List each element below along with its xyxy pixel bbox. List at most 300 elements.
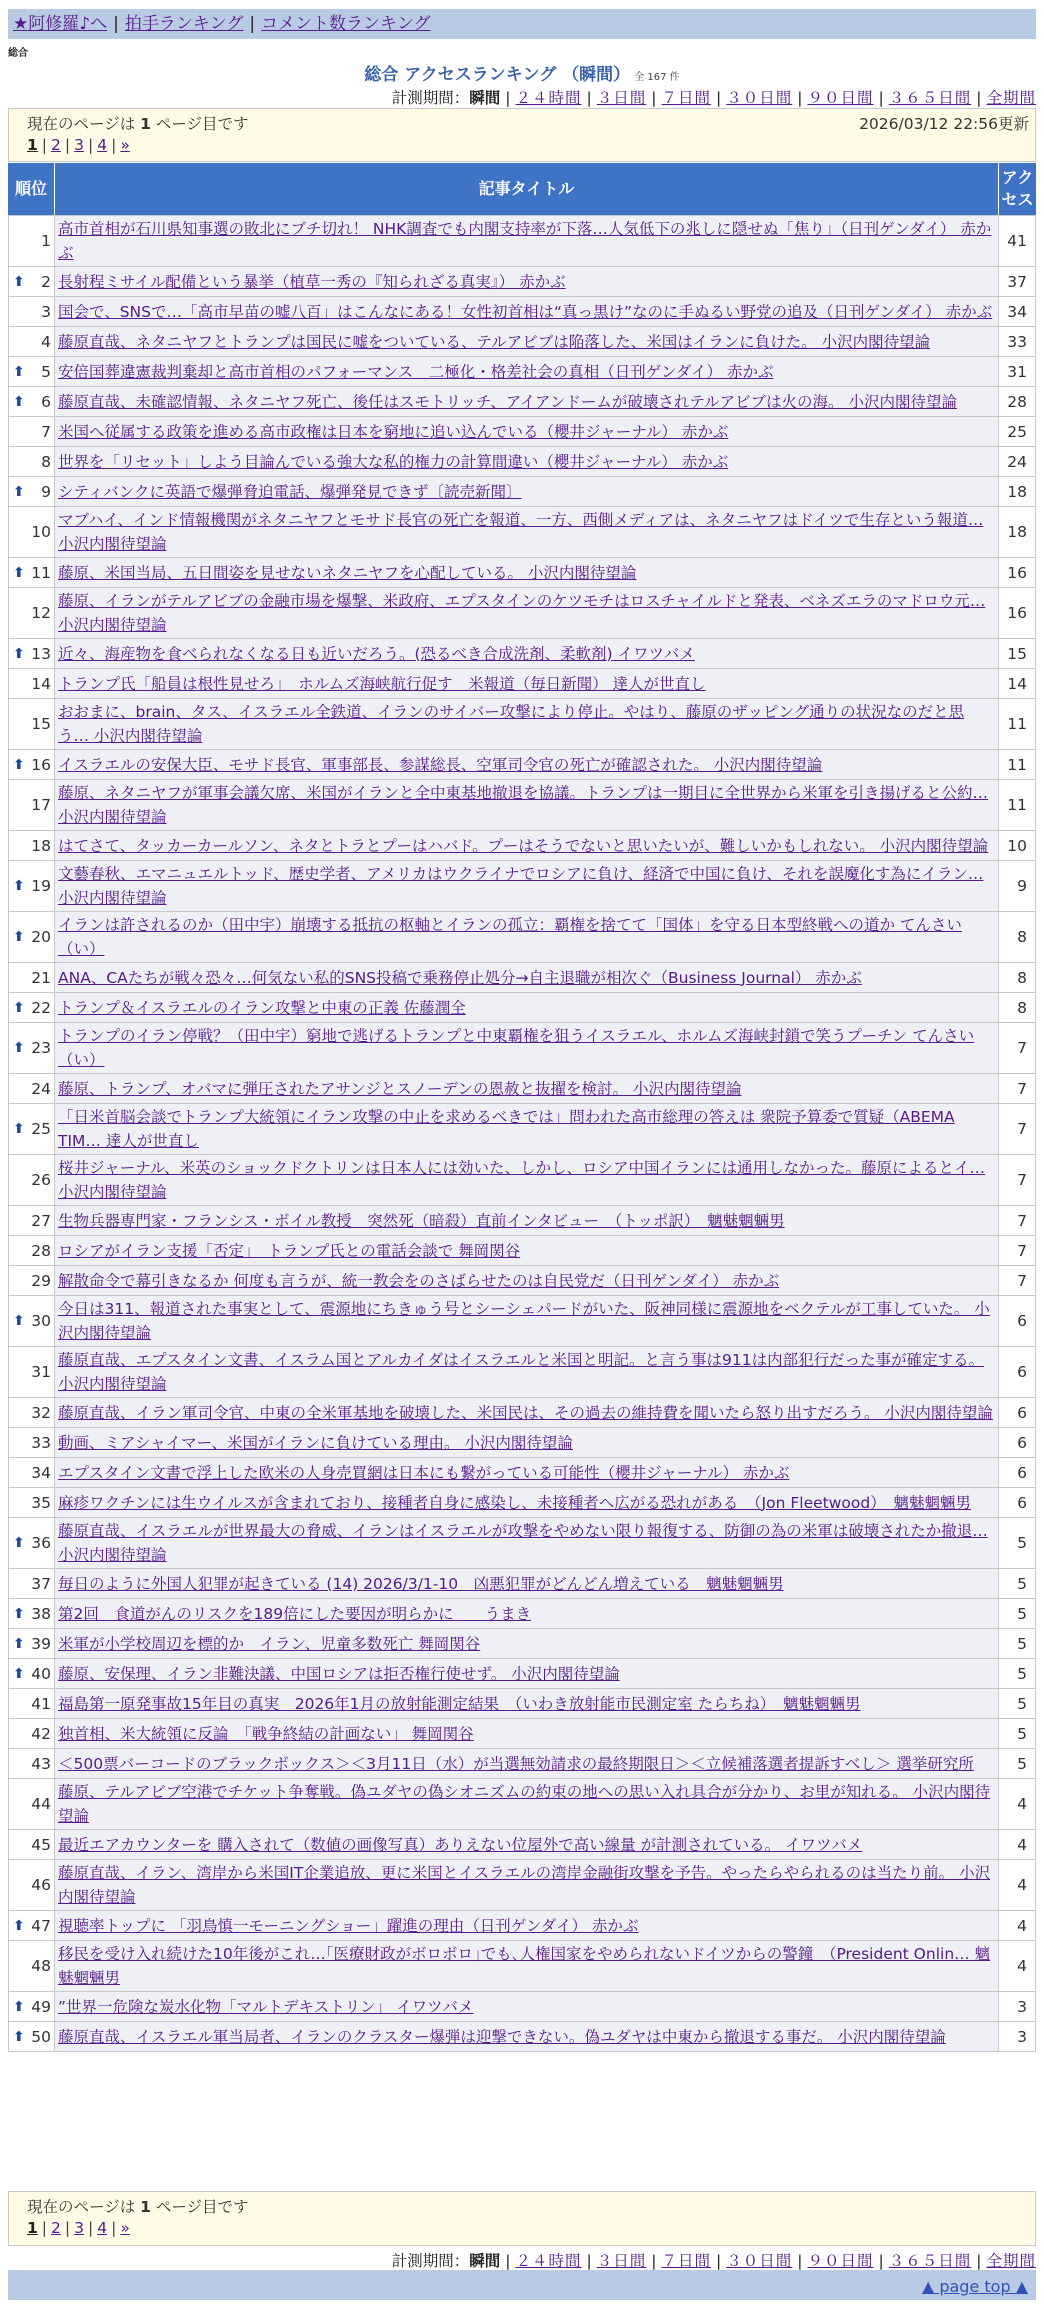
article-title-link[interactable]: 福島第一原発事故15年目の真実 2026年1月の放射能測定結果 （いわき放射能市民測定室 たらちね） 魑魅魍魎男 xyxy=(58,1694,861,1713)
table-row xyxy=(8,1457,1036,1487)
access-count: 6 xyxy=(998,1397,1036,1427)
page-top-link[interactable]: ▲ page top ▲ xyxy=(921,2277,1028,2296)
title-cell xyxy=(54,386,998,416)
period-separator: | xyxy=(586,2252,592,2270)
rank-cell xyxy=(8,962,54,992)
article-title-link[interactable]: トランプのイラン停戦？（田中宇）窮地で逃げるトランプと中東覇権を狙うイスラエル、ホルムズ海峡封鎖で笑うプーチン てんさい（い） xyxy=(58,1027,975,1069)
article-title-link[interactable]: 国会で、SNSで…「高市早苗の嘘八百」はこんなにある！女性初首相は“真っ黒け”なのに手ぬるい野党の追及（日刊ゲンダイ） 赤かぶ xyxy=(58,302,993,321)
table-row xyxy=(8,830,1036,860)
rank-cell xyxy=(8,1688,54,1718)
article-title-link[interactable]: 藤原直哉、未確認情報、ネタニヤフ死亡、後任はスモトリッチ、アイアンドームが破壊されテルアビブは火の海。 小沢内閣待望論 xyxy=(58,392,957,411)
rank-cell xyxy=(8,1103,54,1154)
table-row xyxy=(8,1859,1036,1910)
title-cell xyxy=(54,506,998,557)
article-title-link[interactable]: 最近エアカウンターを 購入されて（数値の画像写真）ありえない位屋外で高い線量 が計測されている。 イワツバメ xyxy=(58,1835,863,1854)
rank-cell xyxy=(8,1205,54,1235)
nav-link-comment-ranking[interactable]: コメント数ランキング xyxy=(261,14,431,34)
article-title-link[interactable]: 「日米首脳会談でトランプ大統領にイラン攻撃の中止を求めるべきでは」問われた高市総理の答えは 衆院予算委で質疑（ABEMA TIM… 達人が世直し xyxy=(58,1108,955,1150)
article-title-link[interactable]: ”世界一危険な炭水化物「マルトデキストリン」 イワツバメ xyxy=(58,1997,474,2016)
pager-link[interactable]: 2 xyxy=(51,136,61,154)
rank-cell xyxy=(8,1940,54,1991)
table-row xyxy=(8,1265,1036,1295)
article-title-link[interactable]: 藤原直哉、イラン、湾岸から米国IT企業追放、更に米国とイスラエルの湾岸金融街攻撃を予告。やったらやられるのは当たり前。 小沢内閣待望論 xyxy=(58,1864,991,1906)
table-row xyxy=(8,638,1036,668)
table-row xyxy=(8,1658,1036,1688)
period-separator: | xyxy=(797,89,803,107)
article-title-link[interactable]: 藤原、米国当局、五日間姿を見せないネタニヤフを心配している。 小沢内閣待望論 xyxy=(58,563,637,582)
title-cell xyxy=(54,446,998,476)
pager-separator: | xyxy=(88,2219,94,2237)
rank-number: 27 xyxy=(31,1211,51,1230)
title-cell xyxy=(54,1910,998,1940)
table-row xyxy=(8,1427,1036,1457)
access-count: 5 xyxy=(998,1568,1036,1598)
period-separator: | xyxy=(586,89,592,107)
access-count: 41 xyxy=(998,215,1036,266)
table-row xyxy=(8,911,1036,962)
period-link[interactable]: ９０日間 xyxy=(807,2252,874,2270)
page-info: 現在のページは 1 ページ目です xyxy=(27,115,249,133)
title-cell xyxy=(54,1748,998,1778)
article-title-link[interactable]: 藤原直哉、イラン軍司令官、中東の全米軍基地を破壊した、米国民は、その過去の維持費を聞いたら怒り出すだろう。 小沢内閣待望論 xyxy=(58,1403,993,1422)
article-title-link[interactable]: 藤原直哉、イスラエル軍当局者、イランのクラスター爆弾は迎撃できない。偽ユダヤは中東から撤退する事だ。 小沢内閣待望論 xyxy=(58,2027,946,2046)
title-cell xyxy=(54,1991,998,2021)
header-access: アクセス xyxy=(998,163,1036,215)
rank-number: 18 xyxy=(31,836,51,855)
rank-number: 22 xyxy=(31,998,51,1017)
table-row xyxy=(8,296,1036,326)
pager-link[interactable]: 4 xyxy=(97,136,108,154)
title-cell xyxy=(54,1829,998,1859)
article-title-link[interactable]: 今日は311、報道された事実として、震源地にちきゅう号とシーシェパードがいた、阪神同様に震源地をベクテルが工事していた。 小沢内閣待望論 xyxy=(58,1300,990,1342)
period-separator: | xyxy=(651,2252,657,2270)
access-count: 11 xyxy=(998,698,1036,749)
access-count: 6 xyxy=(998,1346,1036,1397)
title-cell xyxy=(54,860,998,911)
rank-up-arrow-icon: ⬆ xyxy=(13,929,25,945)
table-row xyxy=(8,749,1036,779)
title-cell xyxy=(54,1295,998,1346)
article-title-link[interactable]: 藤原直哉、イスラエルが世界最大の脅威、イランはイスラエルが攻撃をやめない限り報復する、防御の為の米軍は破壊されたか撤退… 小沢内閣待望論 xyxy=(58,1522,988,1564)
table-row xyxy=(8,1778,1036,1829)
access-count: 15 xyxy=(998,638,1036,668)
article-title-link[interactable]: 動画、ミアシャイマー、米国がイランに負けている理由。 小沢内閣待望論 xyxy=(58,1433,573,1452)
article-title-link[interactable]: はてさて、タッカーカールソン、ネタとトラとプーはハバド。プーはそうでないと思いたいが、難しいかもしれない。 小沢内閣待望論 xyxy=(58,836,989,855)
rank-number: 42 xyxy=(31,1724,51,1743)
access-count: 5 xyxy=(998,1598,1036,1628)
pager-link[interactable]: » xyxy=(120,136,130,154)
access-count: 24 xyxy=(998,446,1036,476)
article-title-link[interactable]: エプスタイン文書で浮上した欧米の人身売買網は日本にも繋がっている可能性（櫻井ジャーナル） 赤かぶ xyxy=(58,1463,790,1482)
rank-number: 43 xyxy=(31,1754,51,1773)
table-row xyxy=(8,587,1036,638)
access-count: 7 xyxy=(998,1235,1036,1265)
title-cell xyxy=(54,1427,998,1457)
article-title-link[interactable]: 藤原、テルアビブ空港でチケット争奪戦。偽ユダヤの偽シオニズムの約束の地への思い入れ具合が分かり、お里が知れる。 小沢内閣待望論 xyxy=(58,1783,991,1825)
article-title-link[interactable]: ＜500票バーコードのブラックボックス＞＜3月11日（水）が当選無効請求の最終期限日＞＜立候補落選者提訴すべし＞ 選挙研究所 xyxy=(58,1754,974,1773)
period-link[interactable]: ３０日間 xyxy=(726,89,793,107)
title-cell xyxy=(54,1718,998,1748)
rank-number: 37 xyxy=(31,1574,51,1593)
rank-cell xyxy=(8,476,54,506)
title-cell xyxy=(54,587,998,638)
rank-cell xyxy=(8,1022,54,1073)
article-title-link[interactable]: 独首相、米大統領に反論 「戦争終結の計画ない」 舞岡関谷 xyxy=(58,1724,474,1743)
period-separator: | xyxy=(878,2252,884,2270)
rank-number: 26 xyxy=(31,1171,51,1189)
title-cell xyxy=(54,1940,998,1991)
rank-up-arrow-icon: ⬆ xyxy=(13,1313,25,1329)
article-title-link[interactable]: 藤原直哉、エプスタイン文書、イスラム国とアルカイダはイスラエルと米国と明記。と言う事は911は内部犯行だった事が確定する。 小沢内閣待望論 xyxy=(58,1351,985,1393)
ranking-table-header xyxy=(8,163,1036,215)
title-cell xyxy=(54,1346,998,1397)
ranking-title xyxy=(0,60,1044,85)
rank-cell xyxy=(8,1073,54,1103)
rank-number: 33 xyxy=(31,1433,51,1452)
period-separator: | xyxy=(976,2252,982,2270)
updated-timestamp: 2026/03/12 22:56更新 xyxy=(859,115,1029,133)
article-title-link[interactable]: ロシアがイラン支援「否定」 トランプ氏との電話会談で 舞岡関谷 xyxy=(58,1241,521,1260)
title-cell xyxy=(54,749,998,779)
pager-link[interactable]: 4 xyxy=(97,2219,108,2237)
article-title-link[interactable]: 米軍が小学校周辺を標的か イラン、児童多数死亡 舞岡関谷 xyxy=(58,1634,481,1653)
article-title-link[interactable]: トランプ＆イスラエルのイラン攻撃と中東の正義 佐藤潤全 xyxy=(58,998,466,1017)
rank-number: 13 xyxy=(31,644,51,663)
period-link[interactable]: ７日間 xyxy=(661,89,711,107)
pager-link[interactable]: 3 xyxy=(74,136,85,154)
article-title-link[interactable]: トランプ氏「船員は根性見せろ」 ホルムズ海峡航行促す 米報道（毎日新聞） 達人が世直し xyxy=(58,674,706,693)
rank-number: 17 xyxy=(31,796,51,814)
period-link[interactable]: ９０日間 xyxy=(807,89,874,107)
rank-cell xyxy=(8,557,54,587)
title-cell xyxy=(54,779,998,830)
header-title: 記事タイトル xyxy=(54,163,998,215)
rank-number: 12 xyxy=(31,604,51,622)
footer-bar xyxy=(8,2270,1036,2300)
rank-up-arrow-icon: ⬆ xyxy=(13,2028,25,2045)
table-row xyxy=(8,1718,1036,1748)
rank-cell xyxy=(8,386,54,416)
title-cell xyxy=(54,668,998,698)
pager-link[interactable]: 3 xyxy=(74,2219,85,2237)
rank-number: 41 xyxy=(31,1694,51,1713)
rank-number: 16 xyxy=(31,755,51,774)
period-separator: | xyxy=(976,89,982,107)
title-cell xyxy=(54,476,998,506)
access-count: 18 xyxy=(998,506,1036,557)
article-title-link[interactable]: マブハイ、インド情報機関がネタニヤフとモサド長官の死亡を報道、一方、西側メディアは、ネタニヤフはドイツで生存という報道… 小沢内閣待望論 xyxy=(58,511,984,553)
rank-number: 1 xyxy=(41,232,51,250)
period-selector-bottom xyxy=(392,2249,1036,2271)
pager-separator: | xyxy=(64,136,71,154)
title-cell xyxy=(54,1568,998,1598)
ranking-title-text: 総合 アクセスランキング （瞬間） xyxy=(364,65,631,85)
table-row xyxy=(8,698,1036,749)
access-count: 8 xyxy=(998,992,1036,1022)
rank-cell xyxy=(8,749,54,779)
nav-link-asyura[interactable]: ★阿修羅♪へ xyxy=(13,14,108,34)
rank-cell xyxy=(8,1829,54,1859)
rank-number: 34 xyxy=(31,1463,51,1482)
category-label: 総合 xyxy=(8,48,28,59)
title-cell xyxy=(54,1859,998,1910)
table-row xyxy=(8,356,1036,386)
rank-up-arrow-icon: ⬆ xyxy=(13,1605,25,1622)
article-title-link[interactable]: 毎日のように外国人犯罪が起きている (14) 2026/3/1-10 凶悪犯罪がどんどん増えている 魑魅魍魎男 xyxy=(58,1574,784,1593)
table-row xyxy=(8,446,1036,476)
table-row xyxy=(8,215,1036,266)
nav-separator: | xyxy=(249,14,256,34)
access-count: 5 xyxy=(998,1688,1036,1718)
rank-up-arrow-icon: ⬆ xyxy=(13,1535,25,1551)
title-cell xyxy=(54,962,998,992)
title-cell xyxy=(54,1022,998,1073)
rank-cell xyxy=(8,356,54,386)
article-title-link[interactable]: 高市首相が石川県知事選の敗北にブチ切れ！ NHK調査でも内閣支持率が下落…人気低下の兆しに隠せぬ「焦り」（日刊ゲンダイ） 赤かぶ xyxy=(58,220,992,262)
rank-up-arrow-icon: ⬆ xyxy=(13,1917,25,1934)
title-cell xyxy=(54,1154,998,1205)
title-cell xyxy=(54,1073,998,1103)
rank-cell xyxy=(8,830,54,860)
access-count: 28 xyxy=(998,386,1036,416)
article-title-link[interactable]: 世界を「リセット」しよう目論んでいる強大な私的権力の計算間違い（櫻井ジャーナル） 赤かぶ xyxy=(58,452,729,471)
rank-cell xyxy=(8,992,54,1022)
rank-number: 6 xyxy=(41,392,51,411)
title-cell xyxy=(54,830,998,860)
article-title-link[interactable]: イランは許されるのか（田中宇）崩壊する抵抗の枢軸とイランの孤立：覇権を捨てて「国体」を守る日本型終戦への道か てんさい（い） xyxy=(58,916,962,958)
access-count: 11 xyxy=(998,779,1036,830)
table-row xyxy=(8,860,1036,911)
table-row xyxy=(8,992,1036,1022)
access-count: 3 xyxy=(998,1991,1036,2021)
article-title-link[interactable]: おおまに、brain、タス、イスラエル全鉄道、イランのサイバー攻撃により停止。やはり、藤原のザッピング通りの状況なのだと思う… 小沢内閣待望論 xyxy=(58,703,965,745)
current-page-number: 1 xyxy=(140,115,151,133)
table-row xyxy=(8,962,1036,992)
title-cell xyxy=(54,698,998,749)
top-nav-bar xyxy=(8,9,1036,39)
title-cell xyxy=(54,992,998,1022)
rank-up-arrow-icon: ⬆ xyxy=(13,878,25,894)
rank-up-arrow-icon: ⬆ xyxy=(13,1635,25,1652)
article-title-link[interactable]: 桜井ジャーナル、米英のショックドクトリンは日本人には効いた、しかし、ロシア中国イランには通用しなかった。藤原によるとイ… 小沢内閣待望論 xyxy=(58,1159,986,1201)
article-title-link[interactable]: イスラエルの安保大臣、モサド長官、軍事部長、参謀総長、空軍司令官の死亡が確認された。 小沢内閣待望論 xyxy=(58,755,823,774)
rank-cell xyxy=(8,1457,54,1487)
rank-number: 10 xyxy=(31,523,51,541)
pager-separator: | xyxy=(64,2219,71,2237)
period-link[interactable]: 全期間 xyxy=(986,89,1036,107)
access-count: 7 xyxy=(998,1154,1036,1205)
access-count: 4 xyxy=(998,1859,1036,1910)
article-title-link[interactable]: 藤原、安保理、イラン非難決議、中国ロシアは拒否権行使せず。 小沢内閣待望論 xyxy=(58,1664,620,1683)
rank-up-arrow-icon: ⬆ xyxy=(13,645,25,662)
pager-link[interactable]: 2 xyxy=(51,2219,61,2237)
rank-cell xyxy=(8,296,54,326)
access-count: 3 xyxy=(998,2021,1036,2052)
title-cell xyxy=(54,1265,998,1295)
rank-cell xyxy=(8,1346,54,1397)
rank-number: 46 xyxy=(31,1876,51,1894)
rank-number: 8 xyxy=(41,452,51,471)
period-separator: | xyxy=(651,89,657,107)
period-link[interactable]: ３６５日間 xyxy=(888,2252,972,2270)
title-cell xyxy=(54,215,998,266)
table-row xyxy=(8,1568,1036,1598)
rank-up-arrow-icon: ⬆ xyxy=(13,756,25,773)
period-link[interactable]: ３日間 xyxy=(596,89,647,107)
article-title-link[interactable]: ANA、CAたちが戦々恐々…何気ない私的SNS投稿で乗務停止処分→自主退職が相次ぐ（Business Journal） 赤かぶ xyxy=(58,968,862,987)
period-link[interactable]: 全期間 xyxy=(986,2252,1036,2270)
article-title-link[interactable]: 移民を受け入れ続けた10年後がこれ…｢医療財政がボロボロ｣でも､人権国家をやめられないドイツからの警鐘 （President Onlin… 魑魅魍魎男 xyxy=(58,1945,991,1987)
pager-top xyxy=(27,136,130,154)
rank-number: 2 xyxy=(41,272,51,291)
access-count: 34 xyxy=(998,296,1036,326)
period-separator: | xyxy=(505,2252,511,2270)
article-title-link[interactable]: 長射程ミサイル配備という暴挙（植草一秀の『知られざる真実』） 赤かぶ xyxy=(58,272,566,291)
access-count: 5 xyxy=(998,1517,1036,1568)
article-title-link[interactable]: 安倍国葬違憲裁判棄却と高市首相のパフォーマンス 二極化・格差社会の真相（日刊ゲンダイ） 赤かぶ xyxy=(58,362,774,381)
article-title-link[interactable]: 藤原、トランプ、オバマに弾圧されたアサンジとスノーデンの恩赦と抜擢を検討。 小沢内閣待望論 xyxy=(58,1079,742,1098)
access-count: 6 xyxy=(998,1427,1036,1457)
title-cell xyxy=(54,1628,998,1658)
rank-cell xyxy=(8,1517,54,1568)
table-row xyxy=(8,386,1036,416)
article-title-link[interactable]: 生物兵器専門家・フランシス・ボイル教授 突然死（暗殺）直前インタビュー （トッポ訳） 魑魅魍魎男 xyxy=(58,1211,785,1230)
rank-number: 30 xyxy=(31,1312,51,1330)
article-title-link[interactable]: 米国へ従属する政策を進める高市政権は日本を窮地に追い込んでいる（櫻井ジャーナル） 赤かぶ xyxy=(58,422,729,441)
access-count: 5 xyxy=(998,1748,1036,1778)
rank-cell xyxy=(8,1718,54,1748)
table-row xyxy=(8,779,1036,830)
table-row xyxy=(8,2021,1036,2052)
table-row xyxy=(8,1517,1036,1568)
article-title-link[interactable]: 視聴率トップに 「羽鳥慎一モーニングショー」躍進の理由（日刊ゲンダイ） 赤かぶ xyxy=(58,1916,639,1935)
article-title-link[interactable]: シティバンクに英語で爆弾脅迫電話、爆弾発見できず〔読売新聞〕 xyxy=(58,482,522,501)
rank-cell xyxy=(8,1778,54,1829)
article-title-link[interactable]: 近々、海産物を食べられなくなる日も近いだろう。(恐るべき合成洗剤、柔軟剤) イワツバメ xyxy=(58,644,695,663)
rank-cell xyxy=(8,215,54,266)
title-cell xyxy=(54,416,998,446)
period-link[interactable]: ２４時間 xyxy=(515,2252,582,2270)
rank-cell xyxy=(8,860,54,911)
ranking-table-body xyxy=(8,215,1036,2052)
table-row xyxy=(8,1154,1036,1205)
pager-link[interactable]: » xyxy=(120,2219,130,2237)
article-title-link[interactable]: 麻疹ワクチンには生ウイルスが含まれており、接種者自身に感染し、未接種者へ広がる恐れがある （Jon Fleetwood） 魑魅魍魎男 xyxy=(58,1493,971,1512)
period-separator: | xyxy=(878,89,884,107)
title-cell xyxy=(54,356,998,386)
title-cell xyxy=(54,1517,998,1568)
pager-separator: | xyxy=(111,2219,117,2237)
rank-number: 38 xyxy=(31,1604,51,1623)
pager-current-page: 1 xyxy=(27,2219,38,2237)
rank-cell xyxy=(8,1235,54,1265)
rank-number: 11 xyxy=(31,563,51,582)
article-title-link[interactable]: 藤原、ネタニヤフが軍事会議欠席、米国がイランと全中東基地撤退を協議。トランプは一期目に全世界から米軍を引き揚げると公約… 小沢内閣待望論 xyxy=(58,784,989,826)
access-count: 10 xyxy=(998,830,1036,860)
period-link[interactable]: ７日間 xyxy=(661,2252,711,2270)
rank-number: 14 xyxy=(31,674,51,693)
table-row xyxy=(8,1235,1036,1265)
period-label: 計測期間： xyxy=(391,2252,470,2270)
title-cell xyxy=(54,1778,998,1829)
access-count: 6 xyxy=(998,1457,1036,1487)
rank-cell xyxy=(8,1748,54,1778)
nav-link-applause-ranking[interactable]: 拍手ランキング xyxy=(124,14,244,34)
table-row xyxy=(8,266,1036,296)
period-current: 瞬間 xyxy=(469,2252,501,2270)
access-count: 16 xyxy=(998,557,1036,587)
rank-cell xyxy=(8,638,54,668)
rank-cell xyxy=(8,1859,54,1910)
table-row xyxy=(8,326,1036,356)
table-row xyxy=(8,416,1036,446)
access-count: 33 xyxy=(998,326,1036,356)
rank-cell xyxy=(8,416,54,446)
access-count: 7 xyxy=(998,1265,1036,1295)
rank-number: 7 xyxy=(41,422,51,441)
page-info: 現在のページは 1 ページ目です xyxy=(27,2198,249,2216)
period-link[interactable]: ３０日間 xyxy=(726,2252,793,2270)
article-title-link[interactable]: 藤原、イランがテルアビブの金融市場を爆撃、米政府、エプスタインのケツモチはロスチャイルドと発表、ベネズエラのマドロウ元… 小沢内閣待望論 xyxy=(58,592,986,634)
access-count: 4 xyxy=(998,1910,1036,1940)
article-title-link[interactable]: 解散命令で幕引きなるか 何度も言うが、統一教会をのさばらせたのは自民党だ（日刊ゲンダイ） 赤かぶ xyxy=(58,1271,780,1290)
period-separator: | xyxy=(716,2252,722,2270)
page-status-box-top xyxy=(8,108,1036,162)
period-selector-top xyxy=(392,86,1036,108)
rank-cell xyxy=(8,1991,54,2021)
period-link[interactable]: ３日間 xyxy=(596,2252,647,2270)
title-cell xyxy=(54,1598,998,1628)
rank-number: 50 xyxy=(31,2027,51,2046)
rank-cell xyxy=(8,1658,54,1688)
rank-number: 5 xyxy=(41,362,51,381)
period-separator: | xyxy=(716,89,722,107)
rank-cell xyxy=(8,1265,54,1295)
title-cell xyxy=(54,911,998,962)
article-title-link[interactable]: 文藝春秋、エマニュエルトッド、歴史学者、アメリカはウクライナでロシアに負け、経済で中国に負け、それを誤魔化す為にイラン… 小沢内閣待望論 xyxy=(58,865,984,907)
nav-separator: | xyxy=(113,14,119,34)
rank-number: 9 xyxy=(41,482,51,501)
table-row xyxy=(8,476,1036,506)
table-row xyxy=(8,506,1036,557)
title-cell xyxy=(54,1658,998,1688)
rank-number: 28 xyxy=(31,1241,51,1260)
rank-cell xyxy=(8,1598,54,1628)
rank-number: 35 xyxy=(31,1493,51,1512)
rank-number: 49 xyxy=(31,1997,51,2016)
pager-separator: | xyxy=(41,136,48,154)
article-title-link[interactable]: 第2回 食道がんのリスクを189倍にした要因が明らかに うまき xyxy=(58,1604,532,1623)
period-link[interactable]: ２４時間 xyxy=(515,89,582,107)
title-cell xyxy=(54,1688,998,1718)
rank-cell xyxy=(8,1487,54,1517)
title-cell xyxy=(54,1235,998,1265)
title-cell xyxy=(54,557,998,587)
period-link[interactable]: ３６５日間 xyxy=(888,89,972,107)
rank-up-arrow-icon: ⬆ xyxy=(13,1665,25,1682)
period-separator: | xyxy=(797,2252,803,2270)
access-count: 7 xyxy=(998,1103,1036,1154)
access-count: 8 xyxy=(998,911,1036,962)
table-row xyxy=(8,1829,1036,1859)
table-row xyxy=(8,1022,1036,1073)
table-row xyxy=(8,668,1036,698)
rank-number: 40 xyxy=(31,1664,51,1683)
article-title-link[interactable]: 藤原直哉、ネタニヤフとトランプは国民に嘘をついている、テルアビブは陥落した、米国はイランに負けた。 小沢内閣待望論 xyxy=(58,332,931,351)
rank-number: 29 xyxy=(31,1271,51,1290)
rank-cell xyxy=(8,1910,54,1940)
title-cell xyxy=(54,1457,998,1487)
